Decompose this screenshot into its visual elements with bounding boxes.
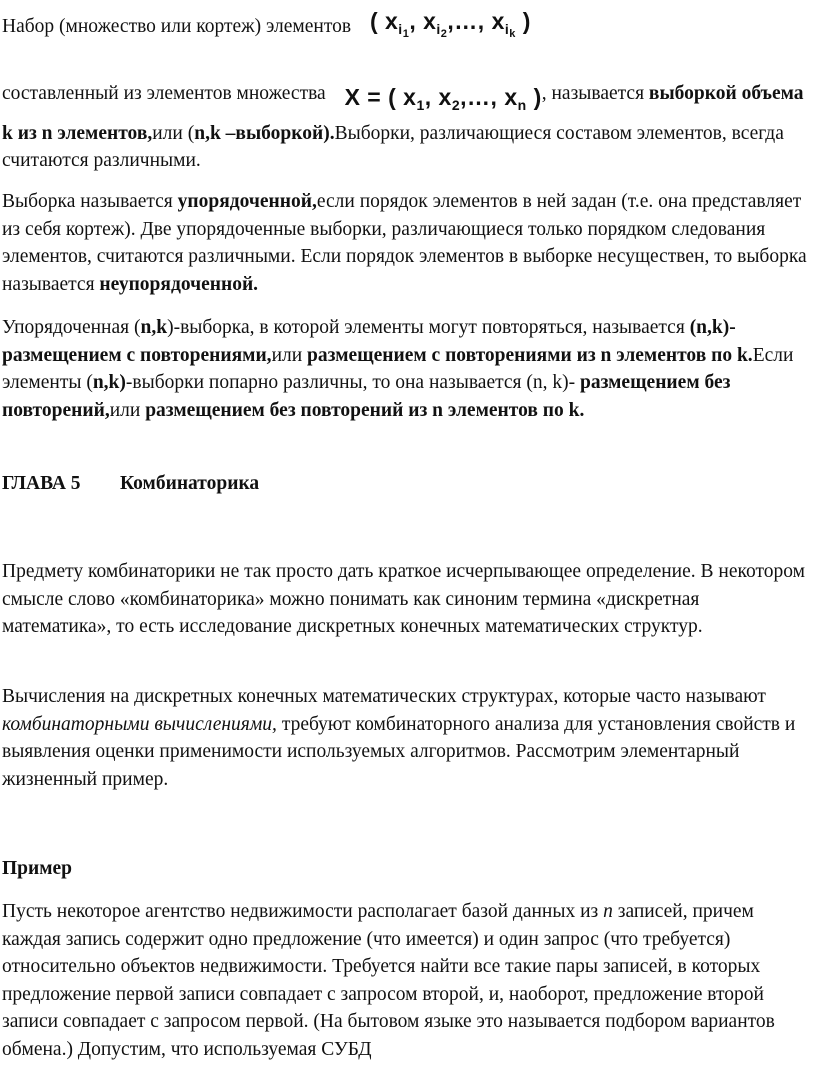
term-nk-sample: n,k –выборкой). [194, 122, 335, 144]
sample-set-text: Набор (множество или кортеж) элементов [2, 16, 352, 37]
formula-set-x: X = ( $x_1$, $x_2,\dots$, $x_n$ ) [344, 84, 542, 113]
formula-tuple: ( $x_{i_1}$, $x_{i_2},\dots$, $x_{i_k}$ ) [369, 8, 531, 40]
term-arrangement-without-repetition: размещением без повторений, [2, 372, 731, 421]
example-heading: Пример [2, 858, 73, 879]
paragraph-combinatorial-computations: Вычисления на дискретных конечных математических структурах, которые часто называют комбинаторными вычислениями, требуют комбинаторного анализа для установления свойств и выявления оценки применимости используемых алгоритмов. Рассмотрим элементарный жизненный пример. [2, 686, 796, 790]
term-combinatorial-computations: комбинаторными вычислениями, [2, 713, 277, 735]
term-sample-volume: выборкой объема k из n элементов, [2, 83, 804, 144]
paragraph-example-text: Пусть некоторое агентство недвижимости располагает базой данных из n записей, причем каждая запись содержит одно предложение (что имеется) и один запрос (что требуется) относительно объектов недвижимости. Требуется найти все такие пары записей, в которых предложение первой записи совпадает с запросом второй, и, наоборот, предложение второй записи совпадает с запросом первой. (На бытовом языке это называется подбором вариантов обмена.) Допустим, что используемая СУБД [2, 901, 775, 1060]
term-arrangement-with-repetition: (n,k)-размещением с повторениями, [2, 317, 736, 366]
term-ordered: упорядоченной, [177, 191, 317, 212]
chapter-number: ГЛАВА 5 [2, 473, 81, 494]
paragraph-arrangements: Упорядоченная (n,k)-выборка, в которой элементы могут повторяться, называется (n,k)-размещением с повторениями,или размещением с повторениями из n элементов по k.Если элементы (n,k)-выборки попарно различны, то она называется (n, k)- размещением без повторений,или размещением без повторений из n элементов по k. [2, 317, 794, 421]
paragraph-ordered-sample: Выборка называется упорядоченной,если порядок элементов в ней задан (т.е. она представляет из себя кортеж). Две упорядоченные выборки, различающиеся только порядком следования элементов, считаются различными. Если порядок элементов в выборке несуществен, то выборка называется неупорядоченной. [2, 191, 807, 295]
paragraph-sample-definition [2, 8, 812, 49]
paragraph-sample-volume: составленный из элементов множества X = ( $x_1$, $x_2,\dots$, $x_n$ ), называется выборкой объема k из n элементов,или (n,k –выборкой).Выборки, различающиеся составом элементов, всегда считаются различными. [2, 83, 804, 171]
chapter-title: Комбинаторика [120, 473, 260, 494]
paragraph-combinatorics-intro: Предмету комбинаторики не так просто дать краткое исчерпывающее определение. В некотором смысле слово «комбинаторика» можно понимать как синоним термина «дискретная математика», то есть исследование дискретных конечных математических структур. [2, 561, 805, 637]
chapter-heading [2, 470, 812, 498]
term-unordered: неупорядоченной. [99, 273, 259, 295]
